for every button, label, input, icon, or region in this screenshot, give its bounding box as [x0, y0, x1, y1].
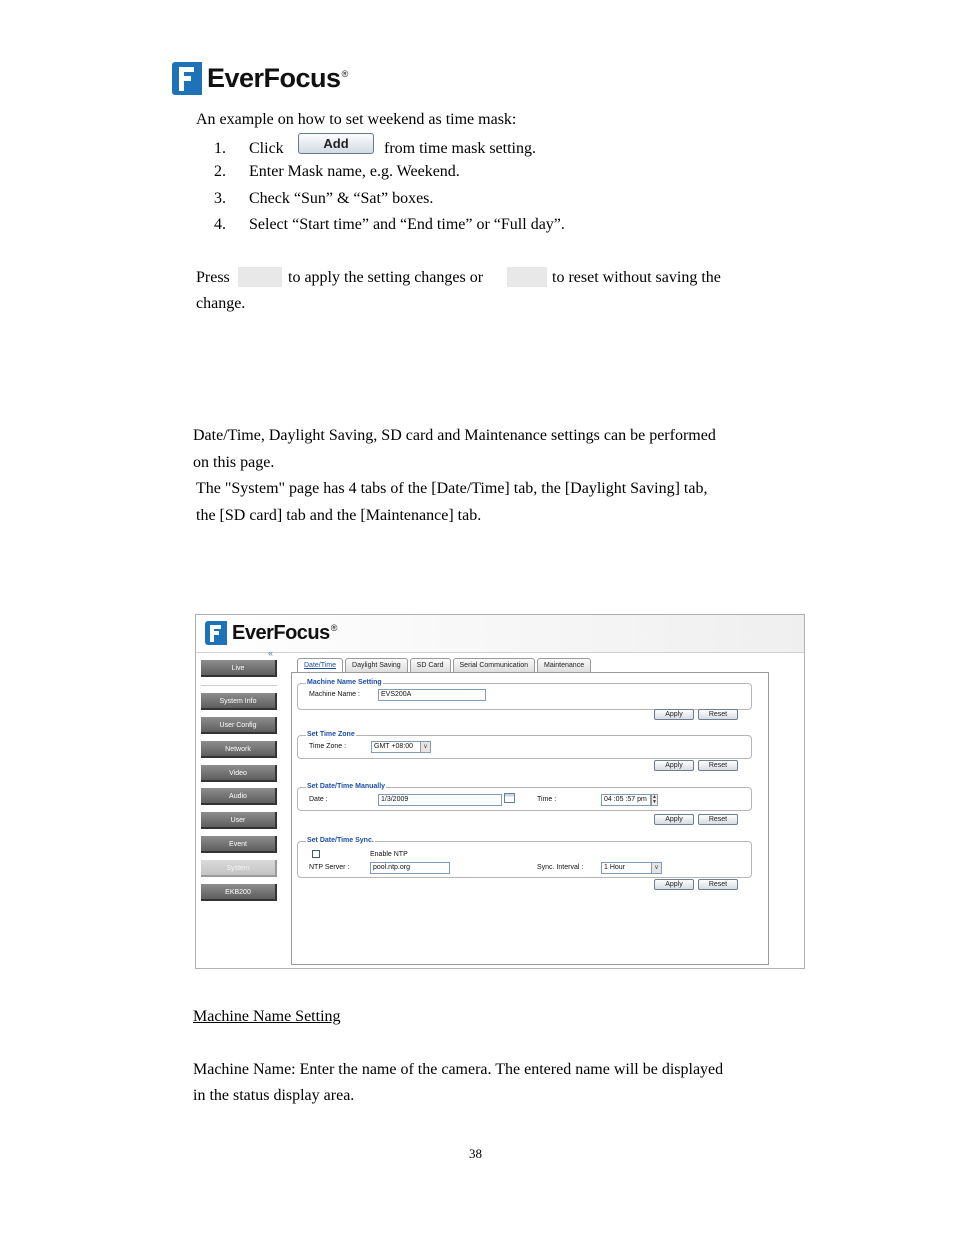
ntp-sync-fieldset: [297, 837, 752, 878]
system-desc-line-3: The "System" page has 4 tabs of the [Date/Time] tab, the [Daylight Saving] tab,: [196, 480, 708, 497]
date-label: Date :: [309, 796, 328, 803]
chevron-down-icon: v: [651, 863, 661, 873]
tab-daylight-saving[interactable]: Daylight Saving: [345, 658, 408, 672]
machine-name-description-line-1: Machine Name: Enter the name of the camera. The entered name will be displayed: [193, 1061, 724, 1078]
time-zone-value: GMT +08:00: [374, 743, 413, 750]
system-tabs: [297, 658, 593, 672]
machine-apply-button[interactable]: Apply: [654, 709, 694, 720]
spinner-up-icon: ▲: [652, 794, 657, 800]
step-1-number: 1.: [214, 140, 226, 157]
time-label: Time :: [537, 796, 557, 803]
step-4-text: Select “Start time” and “End time” or “Full day”.: [249, 216, 565, 233]
enable-ntp-label: Enable NTP: [370, 851, 408, 858]
time-zone-label: Time Zone :: [309, 743, 347, 750]
time-zone-fieldset: [297, 731, 752, 759]
chevron-down-icon: v: [420, 742, 430, 752]
spinner-down-icon: ▼: [652, 799, 657, 805]
step-3-number: 3.: [214, 190, 226, 207]
brand-name: EverFocus®: [207, 63, 348, 93]
date-time-legend: Set Date/Time Manually: [307, 783, 386, 790]
date-time-panel: [291, 672, 769, 965]
sync-interval-label: Sync. Interval :: [537, 864, 584, 871]
sidebar-item-system-info[interactable]: System Info: [201, 693, 277, 710]
date-time-fieldset: [297, 783, 752, 811]
sidebar-item-audio[interactable]: Audio: [201, 788, 277, 805]
sidebar-item-video[interactable]: Video: [201, 765, 277, 782]
sidebar-item-user[interactable]: User: [201, 812, 277, 829]
machine-name-description-line-2: in the status display area.: [193, 1087, 355, 1104]
sync-interval-value: 1 Hour: [604, 864, 626, 871]
sidebar-item-system[interactable]: System: [201, 860, 277, 877]
ntp-server-label: NTP Server :: [309, 864, 350, 871]
time-zone-select[interactable]: [371, 741, 431, 753]
screenshot-brand: EverFocus®: [232, 621, 337, 644]
press-text: Press: [196, 269, 230, 286]
step-3-text: Check “Sun” & “Sat” boxes.: [249, 190, 434, 207]
machine-reset-button[interactable]: Reset: [698, 709, 738, 720]
system-page-screenshot: [195, 614, 805, 969]
sidebar-item-user-config[interactable]: User Config: [201, 717, 277, 734]
ntp-reset-button[interactable]: Reset: [698, 879, 738, 890]
ntp-server-input[interactable]: pool.ntp.org: [370, 862, 450, 874]
screenshot-header: [196, 615, 804, 653]
everfocus-logo-icon: [205, 621, 227, 645]
timezone-reset-button[interactable]: Reset: [698, 760, 738, 771]
tab-serial-communication[interactable]: Serial Communication: [453, 658, 535, 672]
reset-button-placeholder: [507, 267, 547, 287]
system-desc-line-2: on this page.: [193, 454, 275, 471]
step-2-number: 2.: [214, 163, 226, 180]
machine-name-label: Machine Name :: [309, 691, 360, 698]
press-line-2: change.: [196, 295, 246, 312]
press-end-text: to reset without saving the: [552, 269, 721, 286]
datetime-reset-button[interactable]: Reset: [698, 814, 738, 825]
calendar-icon[interactable]: [504, 793, 515, 803]
everfocus-logo: [172, 62, 348, 95]
time-zone-legend: Set Time Zone: [307, 731, 355, 738]
sync-interval-select[interactable]: [601, 862, 662, 874]
step-4-number: 4.: [214, 216, 226, 233]
timezone-apply-button[interactable]: Apply: [654, 760, 694, 771]
collapse-sidebar-icon[interactable]: «: [268, 648, 274, 658]
datetime-apply-button[interactable]: Apply: [654, 814, 694, 825]
sidebar-divider: [201, 685, 277, 686]
press-middle-text: to apply the setting changes or: [288, 269, 484, 286]
ntp-apply-button[interactable]: Apply: [654, 879, 694, 890]
time-spinner[interactable]: [651, 794, 658, 806]
ntp-sync-legend: Set Date/Time Sync.: [307, 837, 374, 844]
machine-name-legend: Machine Name Setting: [307, 679, 382, 686]
enable-ntp-checkbox[interactable]: [312, 850, 320, 858]
tab-sd-card[interactable]: SD Card: [410, 658, 451, 672]
date-input[interactable]: 1/3/2009: [378, 794, 502, 806]
screenshot-logo: [205, 621, 337, 645]
system-desc-line-4: the [SD card] tab and the [Maintenance] tab.: [196, 507, 482, 524]
system-desc-line-1: Date/Time, Daylight Saving, SD card and Maintenance settings can be performed: [193, 427, 716, 444]
tab-date-time[interactable]: Date/Time: [297, 658, 343, 672]
step-2-text: Enter Mask name, e.g. Weekend.: [249, 163, 460, 180]
sidebar-item-event[interactable]: Event: [201, 836, 277, 853]
sidebar-item-network[interactable]: Network: [201, 741, 277, 758]
sidebar-item-live[interactable]: Live: [201, 660, 277, 677]
section-heading: Machine Name Setting: [193, 1008, 341, 1025]
step-1-text: Click: [249, 140, 284, 157]
time-input[interactable]: 04 :05 :57 pm: [601, 794, 651, 806]
tab-maintenance[interactable]: Maintenance: [537, 658, 591, 672]
example-title: An example on how to set weekend as time mask:: [196, 111, 517, 128]
machine-name-input[interactable]: EVS200A: [378, 689, 486, 701]
page-number: 38: [469, 1146, 482, 1161]
everfocus-logo-icon: [172, 62, 202, 95]
step-1-text-after: from time mask setting.: [384, 140, 536, 157]
apply-button-placeholder: [238, 267, 282, 287]
machine-name-fieldset: [297, 679, 752, 710]
sidebar-item-ekb200[interactable]: EKB200: [201, 884, 277, 901]
add-button-image: Add: [298, 133, 374, 154]
